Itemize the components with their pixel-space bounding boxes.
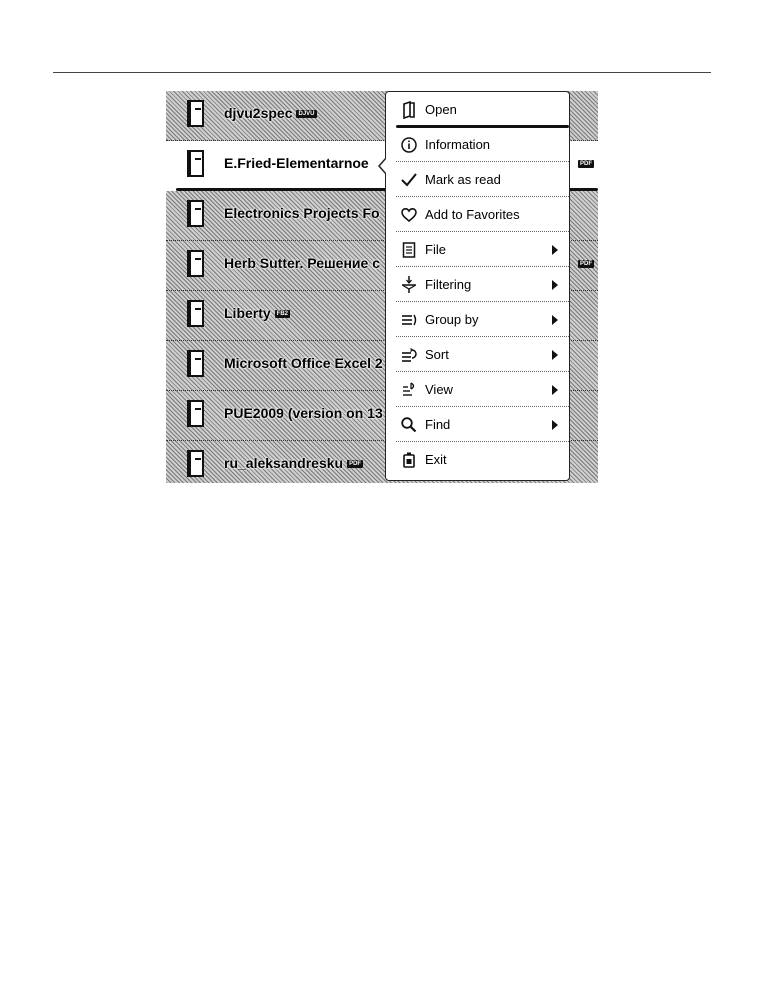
book-icon — [187, 200, 204, 227]
menu-item-label: Add to Favorites — [425, 207, 520, 222]
format-badge: PDF — [580, 161, 592, 167]
book-open-icon — [400, 101, 418, 119]
format-badge: FB2 — [276, 311, 289, 318]
menu-item-label: Information — [425, 137, 491, 152]
submenu-arrow-icon — [552, 315, 558, 325]
filter-icon — [400, 276, 418, 294]
menu-item-label: Exit — [425, 452, 447, 467]
submenu-arrow-icon — [552, 385, 558, 395]
menu-item-label: Group by — [425, 312, 479, 327]
menu-item-information[interactable] — [386, 127, 569, 162]
menu-item-add-to-favorites[interactable] — [386, 197, 569, 232]
menu-item-label: Open — [425, 102, 457, 117]
format-badge: DJVU — [298, 111, 315, 118]
menu-item-sort[interactable] — [386, 337, 569, 372]
file-icon — [400, 241, 418, 259]
submenu-arrow-icon — [552, 350, 558, 360]
book-icon — [187, 400, 204, 427]
format-badge: PDF — [580, 261, 592, 267]
menu-item-file[interactable] — [386, 232, 569, 267]
context-menu — [385, 91, 570, 481]
book-icon — [187, 100, 204, 127]
heart-icon — [400, 206, 418, 224]
search-icon — [400, 416, 418, 434]
checkmark-icon — [400, 171, 418, 189]
book-icon — [187, 150, 204, 177]
menu-item-group-by[interactable] — [386, 302, 569, 337]
menu-item-mark-as-read[interactable] — [386, 162, 569, 197]
menu-item-label: Mark as read — [425, 172, 501, 187]
group-icon — [400, 311, 418, 329]
sort-icon — [400, 346, 418, 364]
submenu-arrow-icon — [552, 280, 558, 290]
exit-icon — [400, 451, 418, 469]
menu-item-label: View — [425, 382, 453, 397]
book-icon — [187, 300, 204, 327]
book-title: E.Fried-Elementarnoe — [224, 155, 369, 171]
menu-item-label: File — [425, 242, 446, 257]
submenu-arrow-icon — [552, 245, 558, 255]
page-top-rule — [53, 72, 711, 73]
menu-item-view[interactable] — [386, 372, 569, 407]
book-title: Herb Sutter. Решение с — [224, 255, 380, 271]
submenu-arrow-icon — [552, 420, 558, 430]
book-icon — [187, 350, 204, 377]
book-title: Microsoft Office Excel 2 — [224, 355, 383, 371]
book-icon — [187, 450, 204, 477]
book-title: PUE2009 (version on 13 — [224, 405, 383, 421]
view-icon — [400, 381, 418, 399]
menu-item-label: Find — [425, 417, 451, 432]
menu-item-open[interactable] — [386, 92, 569, 127]
info-icon — [400, 136, 418, 154]
menu-item-exit[interactable] — [386, 442, 569, 477]
menu-item-label: Sort — [425, 347, 449, 362]
book-icon — [187, 250, 204, 277]
menu-item-label: Filtering — [425, 277, 472, 292]
book-title: djvu2spec DJVU — [224, 105, 315, 121]
book-title: Electronics Projects Fo — [224, 205, 380, 221]
menu-item-find[interactable] — [386, 407, 569, 442]
menu-item-filtering[interactable] — [386, 267, 569, 302]
menu-pointer-fill — [380, 158, 387, 174]
format-badge: PDF — [349, 461, 362, 468]
book-title: ru_aleksandresku PDF — [224, 455, 362, 471]
book-title: Liberty FB2 — [224, 305, 289, 321]
